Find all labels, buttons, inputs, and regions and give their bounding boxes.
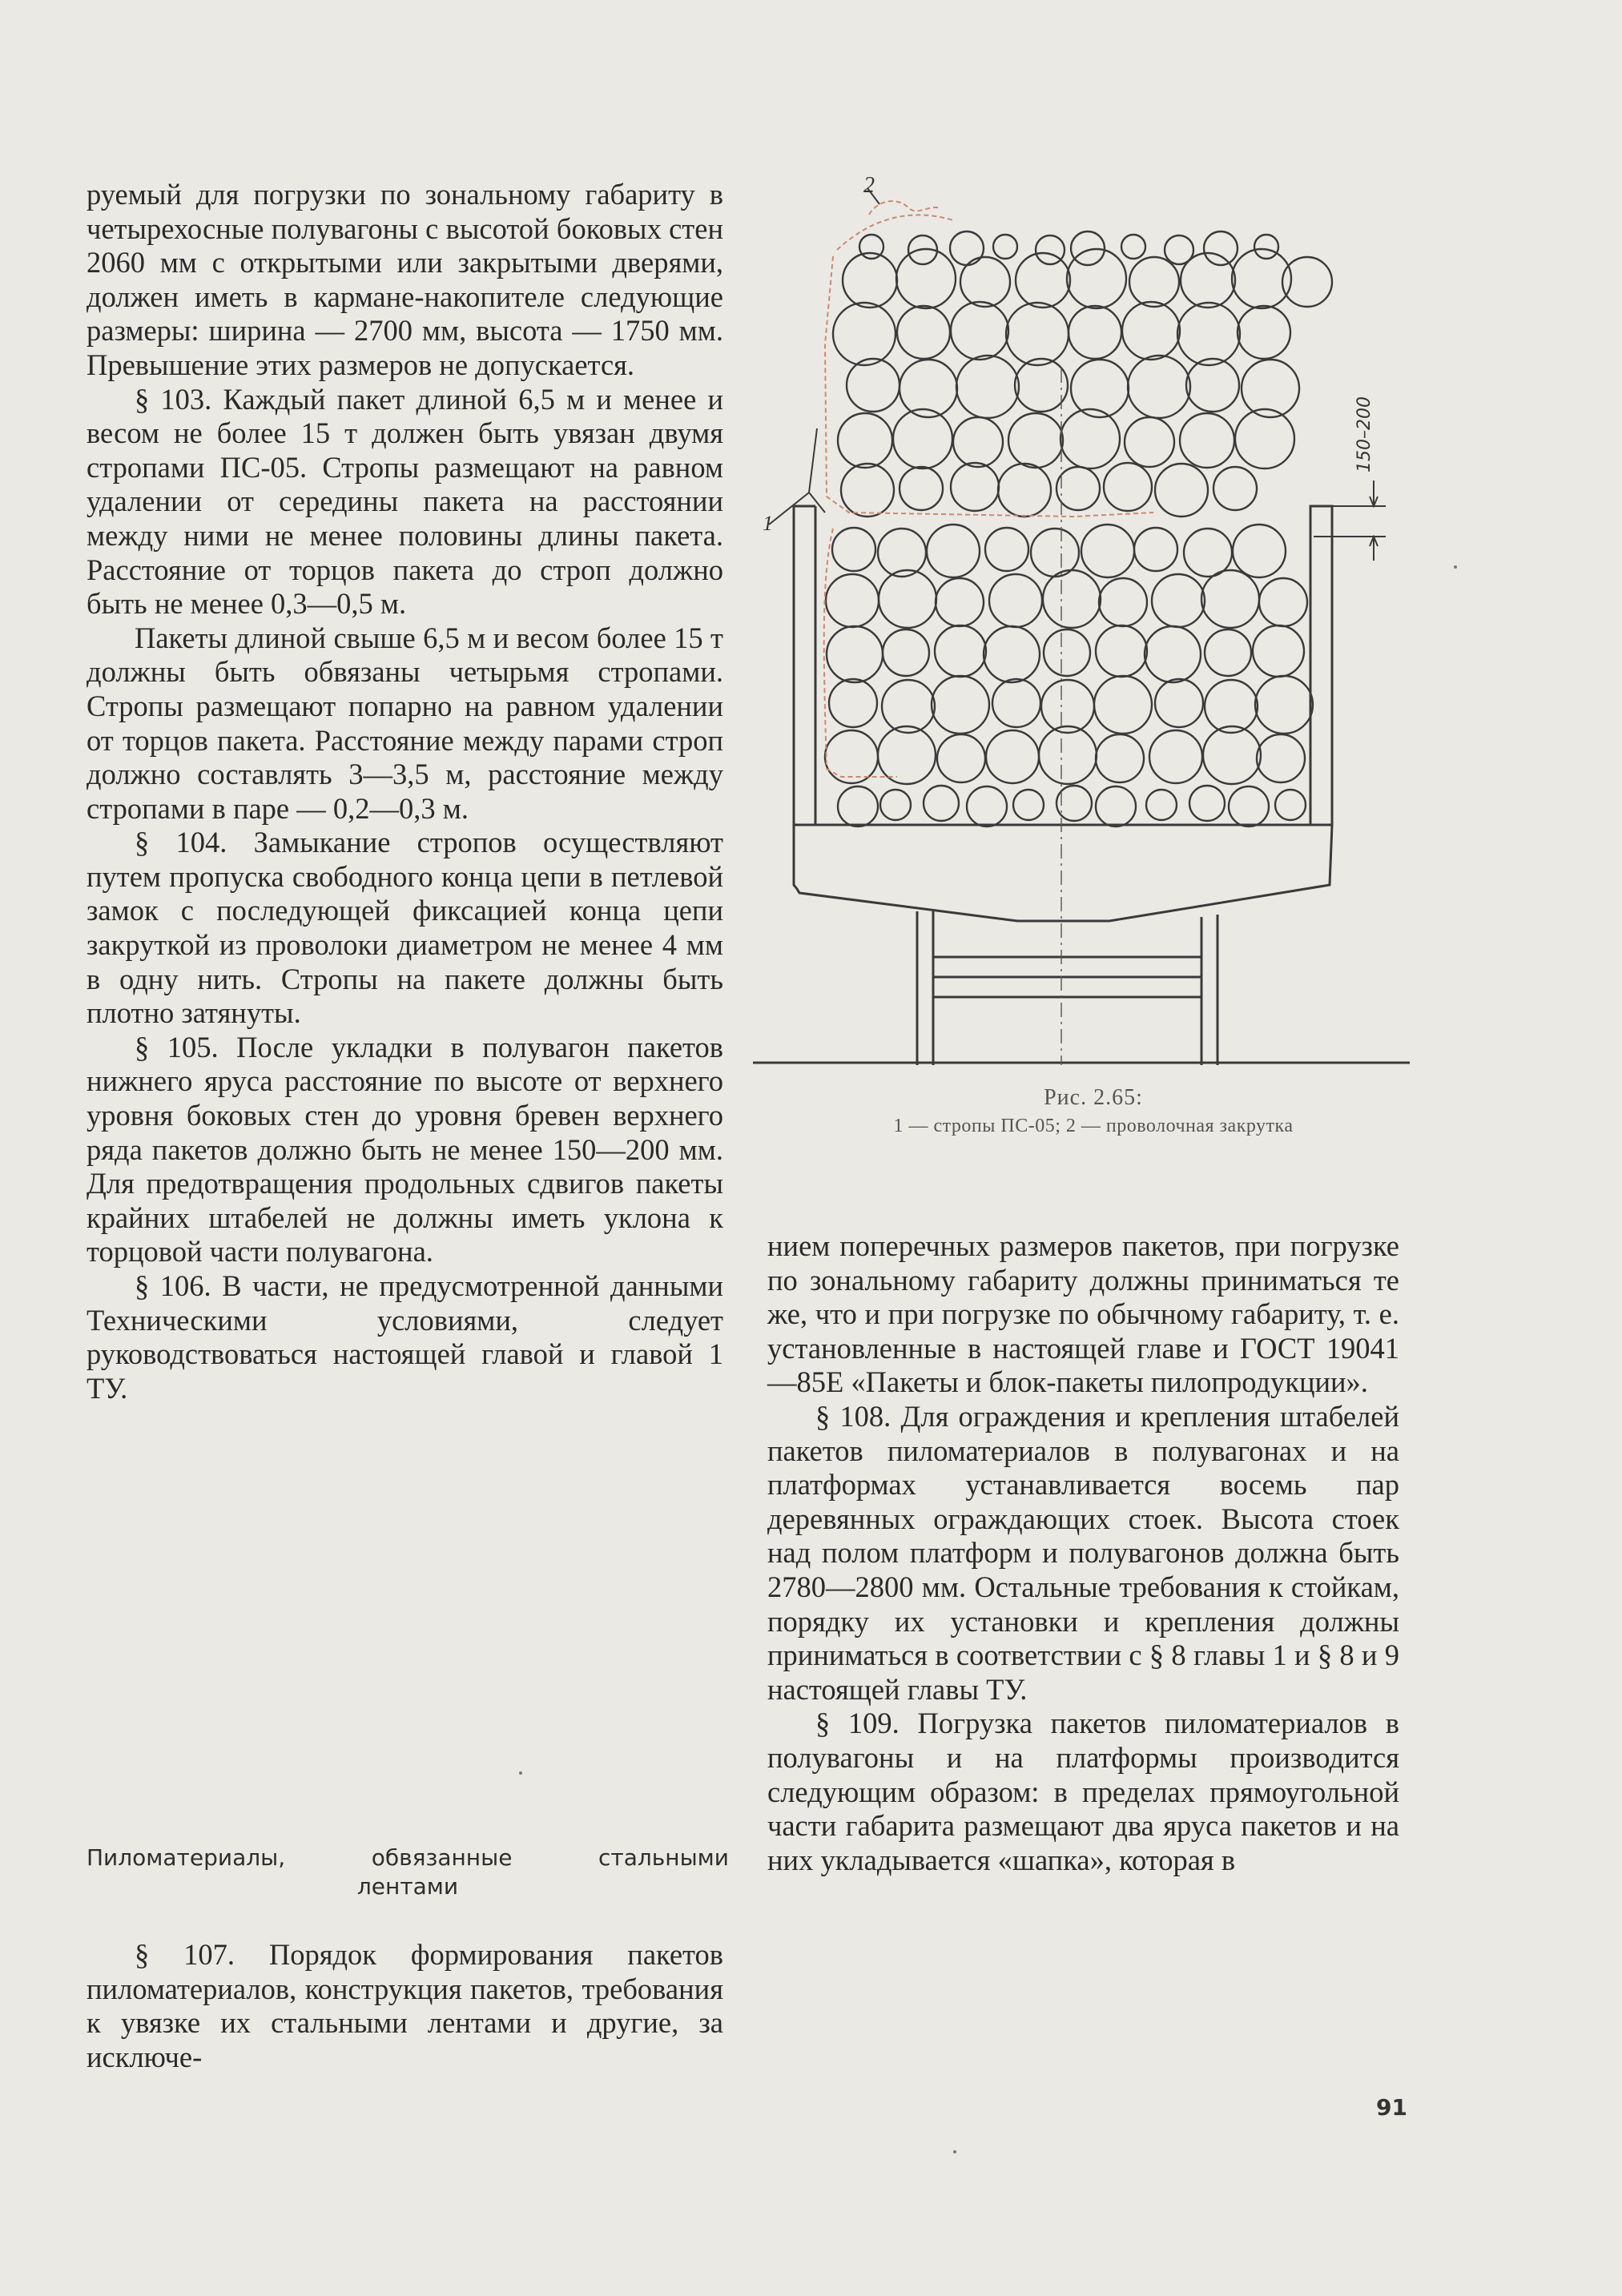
log-end (1155, 464, 1208, 517)
log-end (993, 235, 1017, 259)
speck (1454, 565, 1457, 569)
left-post (917, 911, 933, 1065)
log-end (878, 726, 936, 784)
figure-2-65 (753, 160, 1434, 1089)
label-1: 1 (763, 512, 773, 535)
log-end (879, 570, 936, 628)
log-end (1081, 525, 1134, 577)
wagon (753, 506, 1410, 1065)
log-end (937, 734, 985, 782)
log-end (927, 525, 980, 577)
log-end (956, 356, 1019, 418)
log-end (826, 574, 879, 627)
paragraph-104: § 104. Замыкание стропов осуществляют путем пропуска свободного конца цепи в петлевой замок с последующей фиксацией конца цепи закруткой из проволоки диаметром не менее 4 мм в одну нить. Стропы на пакете должны быть плотно затянуты. (87, 826, 723, 1030)
log-end (893, 409, 952, 468)
log-end (924, 786, 959, 821)
paragraph-109: § 109. Погрузка пакетов пиломатериалов в полувагоны и на платформы производится следующим образом: в пределах прямоугольной части габарита размещают два яруса пакетов и на них укладывается «шапка», которая в (767, 1707, 1399, 1876)
caption-body: 1 — стропы ПС-05; 2 — проволочная закрутка (893, 1116, 1294, 1136)
log-end (1096, 734, 1144, 782)
log-end (1044, 629, 1090, 676)
paragraph-103: § 103. Каждый пакет длиной 6,5 м и менее и весом не более 15 т должен быть увязан двумя стропами ПС-05. Стропы размещают на равном удалении от середины пакета на расстоянии между ними не менее половины длины пакета. Расстояние от торцов пакета до строп должно быть не менее 0,3—0,5 м. (87, 382, 723, 621)
log-end (936, 578, 984, 626)
log-end (989, 574, 1042, 627)
log-end (1096, 786, 1136, 826)
log-end (897, 306, 950, 359)
bogie-rails (933, 957, 1201, 997)
log-end (1061, 409, 1120, 468)
figure-drawing (753, 160, 1434, 1089)
log-end (1128, 356, 1190, 418)
log-end (1201, 570, 1259, 628)
log-end (1238, 306, 1290, 359)
log-end (1041, 680, 1094, 733)
log-end (843, 253, 897, 308)
log-end (1121, 235, 1145, 259)
log-end (986, 730, 1039, 783)
log-end (1205, 680, 1258, 733)
wagon-underframe (794, 825, 1332, 921)
log-end (1145, 626, 1201, 682)
section-heading-line1: Пиломатериалы, обвязанные стальными (87, 1844, 729, 1871)
log-end (1282, 257, 1332, 307)
log-end (878, 529, 926, 577)
log-end (1039, 726, 1097, 784)
log-end (932, 676, 989, 734)
log-end (1253, 625, 1304, 677)
section-heading (87, 1844, 729, 1901)
dimension-ticks (1314, 481, 1386, 561)
log-end (832, 528, 875, 571)
log-end (1008, 413, 1063, 468)
log-end (1181, 253, 1235, 308)
log-end (838, 413, 892, 468)
speck (519, 1771, 522, 1775)
log-end (985, 528, 1028, 571)
log-end (841, 464, 894, 517)
log-end (882, 680, 935, 733)
log-end (1013, 790, 1044, 820)
log-end (1275, 790, 1306, 820)
paragraph-106: § 106. В части, не предусмотренной данными Техническими условиями, следует руководствоваться настоящей главой и главой 1 ТУ. (87, 1269, 723, 1405)
paragraph-103-cont: Пакеты длиной свыше 6,5 м и весом более 15 т должны быть обвязаны четырьмя стропами. Стропы размещают попарно на равном удалении от торцов пакета. Расстояние между парами строп должно составлять 3—3,5 м, расстояние между стропами в паре — 0,2—0,3 м. (87, 621, 723, 825)
log-end (1094, 676, 1152, 734)
paragraph-105: § 105. После укладки в полувагон пакетов нижнего яруса расстояние по высоте от верхнего уровня боковых стен до уровня бревен верхнего ряда пакетов должно быть не менее 150—200 мм. Для предотвращения продольных сдвигов пакеты крайних штабелей не должны иметь уклона к торцовой части полувагона. (87, 1030, 723, 1269)
figure-caption (753, 1083, 1434, 1139)
paragraph-continued: руемый для погрузки по зональному габариту в четырехосные полувагоны с высотой боковых стен 2060 мм с открытыми или закрытыми дверями, должен иметь в кармане-накопителе следующие размеры: ширина — 2700 мм, высота — 1750 мм. Превышение этих размеров не допускается. (87, 178, 723, 381)
log-end (935, 625, 986, 677)
log-end (1006, 303, 1069, 365)
log-end (992, 679, 1040, 727)
log-end (1233, 525, 1286, 577)
log-end (1177, 303, 1240, 365)
log-end (1146, 790, 1177, 820)
right-wall (1310, 506, 1332, 825)
speck (953, 2150, 956, 2153)
log-end (951, 302, 1008, 360)
log-end (1071, 360, 1129, 417)
log-end (1149, 730, 1202, 783)
log-end (1067, 249, 1126, 308)
paragraph-108: § 108. Для ограждения и крепления штабелей пакетов пиломатериалов в полувагонах и на платформах устанавливается восемь пар деревянных ограждающих стоек. Высота стоек над полом платформ и полувагонов должна быть 2780—2800 мм. Остальные требования к стойкам, порядку их установки и крепления должны приниматься в соответствии с § 8 главы 1 и § 8 и 9 настоящей главы ТУ. (767, 1399, 1399, 1706)
log-end (953, 417, 1003, 467)
page-number: 91 (1376, 2094, 1407, 2121)
log-end (1255, 676, 1313, 734)
log-end (1043, 570, 1101, 628)
log-end (1155, 679, 1203, 727)
log-end (1125, 417, 1174, 467)
log-end (1152, 574, 1205, 627)
log-end (1204, 231, 1238, 265)
log-end (900, 360, 957, 417)
log-end (1184, 529, 1232, 577)
log-end (1203, 726, 1261, 784)
log-end (967, 786, 1007, 826)
log-end (833, 303, 896, 365)
log-end (1069, 306, 1121, 359)
paragraph-107-cont: нием поперечных размеров пакетов, при погрузке по зональному габариту должны приниматься те же, что и при погрузке по обычному габариту, т. е. установленные в настоящей главе и ГОСТ 19041—85Е «Пакеты и блок-пакеты пилопродукции». (767, 1229, 1399, 1399)
log-end (1205, 629, 1251, 676)
section-heading-line2: лентами (356, 1873, 459, 1900)
log-end (1213, 467, 1257, 510)
log-end (1257, 734, 1305, 782)
log-end (1057, 467, 1100, 510)
log-end (1099, 578, 1147, 626)
paragraph-107: § 107. Порядок формирования пакетов пиломатериалов, конструкция пакетов, требования к увязке их стальными лентами и другие, за исключе- (87, 1938, 723, 2073)
log-end (1122, 302, 1180, 360)
log-end (825, 730, 878, 783)
log-end (960, 257, 1010, 307)
log-end (838, 786, 878, 826)
right-column (767, 1229, 1399, 1877)
log-end (950, 231, 984, 265)
label-2: 2 (863, 173, 875, 198)
log-end (1015, 359, 1068, 412)
log-end (1186, 359, 1239, 412)
log-end (1104, 463, 1152, 511)
log-bundle (825, 231, 1332, 826)
log-end (1180, 413, 1234, 468)
log-end (1235, 409, 1294, 468)
log-end (984, 626, 1040, 682)
log-end (1189, 786, 1225, 821)
left-column (87, 178, 723, 1405)
left-wall (794, 506, 815, 825)
log-end (998, 464, 1051, 517)
log-end (1229, 786, 1269, 826)
log-end (1134, 528, 1177, 571)
leader-lines (769, 188, 1386, 561)
wire-lower-bundle (824, 529, 897, 777)
log-end (951, 463, 999, 511)
log-end (827, 626, 883, 682)
log-end (896, 249, 956, 308)
log-end (900, 467, 943, 510)
log-end (1242, 360, 1299, 417)
wire-upper-bundle (825, 215, 1153, 517)
right-post (1201, 915, 1218, 1065)
log-end (1254, 235, 1278, 259)
log-end (880, 790, 911, 820)
log-end (1259, 578, 1307, 626)
log-end (1129, 257, 1179, 307)
dimension-label: 150–200 (1354, 396, 1374, 472)
wire-knot (869, 201, 941, 215)
log-end (883, 629, 929, 676)
log-end (829, 679, 877, 727)
caption-title: Рис. 2.65: (1044, 1085, 1143, 1110)
log-end (1096, 625, 1147, 677)
log-end (847, 359, 900, 412)
left-column-lower (87, 1938, 723, 2074)
